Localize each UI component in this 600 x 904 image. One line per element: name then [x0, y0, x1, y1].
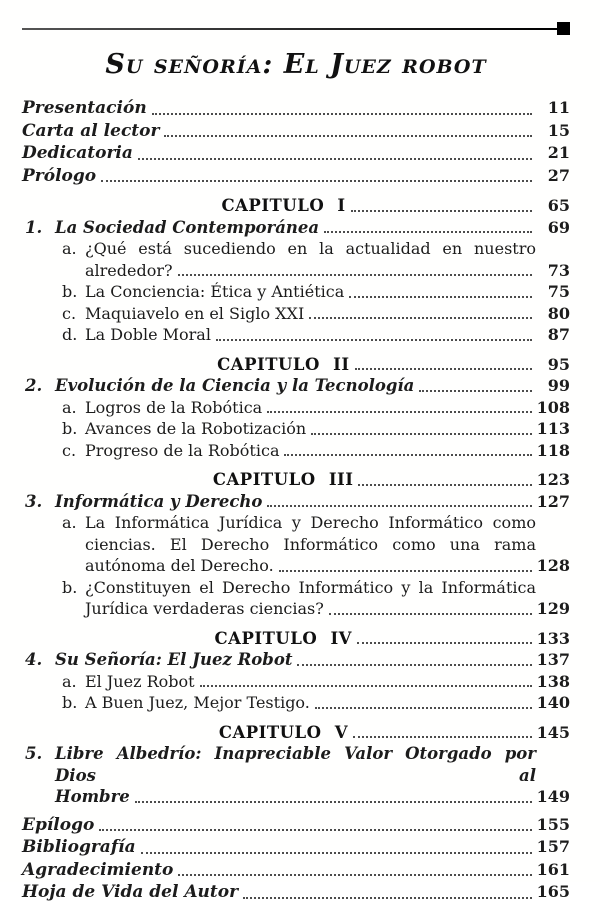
dot-leader [152, 113, 532, 115]
page-number: 128 [536, 556, 570, 575]
chapters-section [22, 195, 570, 808]
page-number: 11 [547, 98, 570, 117]
toc-entry-title: Prólogo [22, 165, 97, 186]
chapter-group [22, 195, 570, 346]
toc-entry [22, 671, 570, 693]
toc-entry-title: Logros de la Robótica [85, 397, 263, 417]
toc-entry-first-line [62, 577, 570, 599]
page-number: 21 [547, 143, 570, 162]
page-number: 127 [536, 491, 570, 511]
dot-leader [329, 613, 532, 615]
entry-number: 4. [25, 650, 43, 669]
dot-leader [419, 390, 532, 392]
toc-entry [22, 743, 570, 808]
dot-leader [135, 801, 532, 803]
dot-leader [357, 642, 532, 644]
page-number: 87 [547, 325, 570, 344]
toc-entry [22, 97, 570, 120]
page-number: 75 [547, 282, 570, 301]
toc-entry-title: El Juez Robot [85, 671, 195, 691]
entry-number: a. [62, 397, 77, 417]
toc-entry-title: Informática y Derecho [55, 491, 263, 511]
toc-entry-title: Presentación [22, 98, 147, 118]
page-number: 108 [536, 397, 570, 417]
dot-leader [355, 368, 532, 370]
entry-number: b. [62, 693, 78, 712]
dot-leader [178, 274, 532, 276]
toc-entry-title: Bibliografía [22, 837, 136, 857]
page-number: 161 [536, 859, 570, 879]
dot-leader [267, 505, 532, 507]
toc-entry [22, 324, 570, 346]
toc-entry-text: ciencias. El Derecho Informático como una rama [85, 534, 536, 554]
chapter-heading-label: CAPITULO V [218, 722, 349, 742]
page-number: 27 [547, 165, 570, 185]
toc-entry-title: La Doble Moral [85, 325, 211, 344]
toc-entry-first-line [62, 238, 570, 260]
toc-entry-text: ¿Constituyen el Derecho Informático y la Informática [85, 577, 536, 597]
toc-entry-title: Avances de la Robotización [85, 419, 307, 438]
toc-entry-title: Dedicatoria [22, 143, 133, 163]
page-number: 99 [547, 376, 570, 395]
dot-leader [311, 433, 532, 435]
entry-number: a. [62, 513, 77, 532]
book-title: Su señoría: El Juez robot [105, 49, 487, 80]
toc-entry-title: Su Señoría: El Juez Robot [55, 650, 293, 669]
toc-chapter-heading [22, 354, 570, 376]
toc-chapter-heading [22, 628, 570, 650]
corner-square-icon [557, 22, 570, 35]
toc-entry [22, 375, 570, 397]
dot-leader [200, 685, 532, 687]
dot-leader [138, 158, 532, 160]
dot-leader [216, 339, 532, 341]
dot-leader [178, 874, 532, 876]
toc-entry [22, 397, 570, 419]
page-number: 118 [536, 440, 570, 460]
toc-entry-text: Libre Albedrío: Inapreciable Valor Otorgado por Dios al [55, 744, 536, 785]
dot-leader [267, 411, 532, 413]
toc-entry [22, 577, 570, 620]
toc-entry-text: La Informática Jurídica y Derecho Informático como [85, 513, 536, 532]
dot-leader [309, 317, 532, 319]
dot-leader [141, 852, 532, 854]
page-number: 140 [536, 693, 570, 712]
dot-leader [243, 897, 532, 899]
toc-entry [22, 238, 570, 281]
top-rule [22, 22, 570, 35]
entry-number: a. [62, 239, 77, 258]
toc-entry-title: A Buen Juez, Mejor Testigo. [85, 693, 310, 712]
toc-entry [22, 165, 570, 188]
toc-entry-last-line [62, 260, 570, 282]
page-number: 123 [536, 470, 570, 489]
entry-number: d. [62, 325, 78, 344]
toc-chapter-heading [22, 722, 570, 744]
toc-entry-title: Epílogo [22, 814, 95, 835]
toc-entry-last-line [62, 598, 570, 620]
chapter-heading-label: CAPITULO III [212, 470, 354, 489]
toc-entry [22, 217, 570, 239]
top-rule-line [22, 28, 557, 30]
page-number: 69 [547, 217, 570, 237]
entry-number: a. [62, 671, 77, 691]
dot-leader [101, 180, 532, 182]
front-matter-section [22, 97, 570, 187]
page-number: 65 [547, 196, 570, 215]
toc-entry [22, 303, 570, 325]
toc-entry [22, 692, 570, 714]
toc-chapter-heading [22, 469, 570, 491]
entry-number: c. [62, 303, 77, 323]
entry-number: 3. [25, 491, 43, 511]
toc-entry [22, 418, 570, 440]
page-number: 165 [536, 882, 570, 901]
toc-entry [22, 142, 570, 165]
entry-number: b. [62, 419, 78, 438]
toc-entry [22, 859, 570, 882]
toc-entry-text: Jurídica verdaderas ciencias? [85, 599, 324, 618]
toc-entry-text: ¿Qué está sucediendo en la actualidad en nuestro [85, 239, 536, 258]
toc-entry [22, 440, 570, 462]
toc-entry-title: Carta al lector [22, 120, 160, 141]
table-of-contents [22, 97, 570, 904]
dot-leader [297, 664, 532, 666]
toc-entry-title: Progreso de la Robótica [85, 440, 280, 460]
toc-entry [22, 836, 570, 859]
page-number: 113 [536, 419, 570, 438]
toc-entry-text: Hombre [55, 787, 130, 806]
page-number: 95 [547, 354, 570, 374]
toc-entry-text: autónoma del Derecho. [85, 556, 274, 575]
dot-leader [358, 484, 532, 486]
entry-number: b. [62, 282, 78, 301]
entry-number: 5. [25, 744, 43, 763]
toc-entry-text: alrededor? [85, 260, 173, 280]
chapter-heading-label: CAPITULO IV [214, 628, 352, 648]
chapter-group [22, 354, 570, 462]
toc-entry-title: Hoja de Vida del Autor [22, 882, 239, 902]
entry-number: c. [62, 440, 77, 460]
toc-entry-first-line [62, 512, 570, 534]
page-number: 133 [536, 628, 570, 648]
page-number: 15 [547, 120, 570, 140]
page-number: 129 [536, 599, 570, 618]
toc-entry-title: La Conciencia: Ética y Antiética [85, 282, 345, 301]
toc-entry-last-line [22, 786, 570, 808]
toc-entry-title: Agradecimiento [22, 859, 174, 880]
dot-leader [351, 210, 532, 212]
toc-entry [22, 491, 570, 513]
dot-leader [349, 296, 532, 298]
chapter-group [22, 469, 570, 620]
chapter-heading-label: CAPITULO II [217, 354, 350, 374]
toc-entry-title: La Sociedad Contemporánea [55, 217, 320, 237]
dot-leader [324, 231, 532, 233]
chapter-group [22, 628, 570, 714]
page-number: 80 [547, 303, 570, 323]
dot-leader [99, 829, 532, 831]
toc-entry-title: Maquiavelo en el Siglo XXI [85, 303, 305, 323]
chapter-heading-label: CAPITULO I [221, 196, 346, 215]
page-number: 145 [536, 722, 570, 742]
page-number: 149 [536, 787, 570, 806]
entry-number: b. [62, 577, 78, 597]
toc-entry [22, 649, 570, 671]
page-number: 155 [536, 814, 570, 834]
toc-entry [22, 881, 570, 904]
dot-leader [315, 707, 532, 709]
chapter-group [22, 722, 570, 808]
dot-leader [164, 135, 532, 137]
page-number: 138 [536, 671, 570, 691]
dot-leader [279, 570, 532, 572]
toc-entry [22, 814, 570, 837]
entry-number: 2. [25, 376, 43, 395]
toc-entry-title: Evolución de la Ciencia y la Tecnología [55, 376, 415, 395]
back-matter-section [22, 814, 570, 904]
toc-chapter-heading [22, 195, 570, 217]
dot-leader [284, 454, 532, 456]
dot-leader [353, 736, 532, 738]
entry-number: 1. [25, 217, 43, 237]
toc-entry-first-line [22, 743, 570, 786]
page-number: 73 [547, 260, 570, 280]
toc-entry [22, 281, 570, 303]
toc-entry-last-line [62, 555, 570, 577]
toc-entry [22, 512, 570, 577]
toc-entry [22, 120, 570, 143]
page-number: 137 [536, 650, 570, 669]
page-number: 157 [536, 837, 570, 856]
